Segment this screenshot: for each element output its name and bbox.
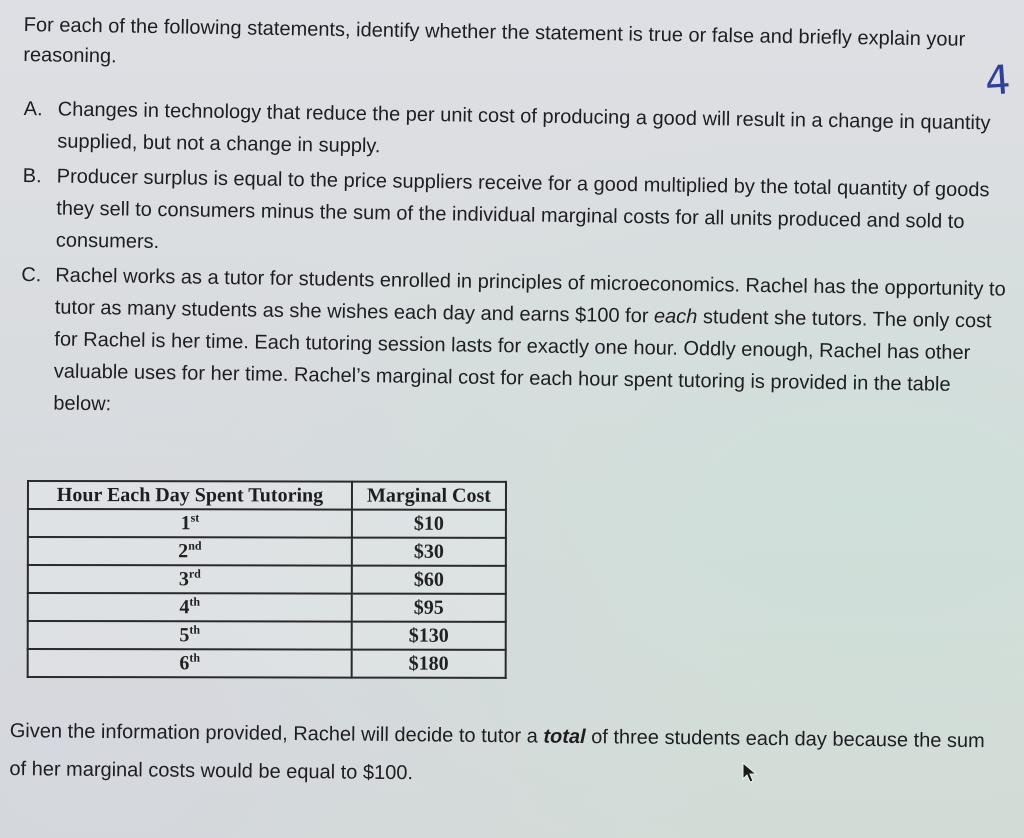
true-false-statement [9,712,990,798]
mouse-pointer-icon [742,762,758,784]
item-text: Changes in technology that reduce the per unit cost of producing a good will result in a change in quantity supplied, but not a change in supply. [57,98,991,158]
header-hour: Hour Each Day Spent Tutoring [28,481,352,510]
statement-emphasis: total [543,725,586,749]
statement-item-a [23,93,1009,172]
table-row [28,537,506,566]
item-text-before: Rachel works as a tutor for students enrolled in principles of microeconomics. Rachel has the opportunity to tutor as many students as she wishes each day and earns $100 for [54,264,1006,328]
handwritten-score: 4 [983,57,1013,105]
cost-cell: $180 [352,650,506,678]
item-letter: A. [23,97,43,121]
item-text: Producer surplus is equal to the price suppliers receive for a good multiplied by the total quantity of goods they sell to consumers minus the sum of the individual marginal costs for all units produced and sold to consumers. [55,165,990,254]
table-header-row [28,481,506,510]
statement-item-b [22,160,1008,271]
hour-cell: 1st [28,509,352,538]
cost-cell: $60 [352,566,506,594]
table-row [28,621,506,650]
item-letter: C. [21,263,42,287]
marginal-cost-table [27,480,507,679]
hour-cell: 5th [28,621,352,650]
table-row [28,649,506,678]
hour-cell: 3rd [28,565,352,594]
instructions-text: For each of the following statements, identify whether the statement is true or false and briefly explain your reasoning. [23,13,966,68]
statement-text-after: of three students each day because the sum of her marginal costs would be equal to $100. [9,726,985,785]
table-row [28,593,506,622]
header-cost: Marginal Cost [352,482,506,510]
table-row [28,509,506,538]
statement-item-c [19,259,1006,434]
hour-cell: 4th [28,593,352,622]
cost-cell: $30 [352,538,506,566]
hour-cell: 6th [28,649,352,678]
item-text-after: student she tutors. The only cost for Rachel is her time. Each tutoring session lasts for exactly one hour. Oddly enough, Rachel has other valuable uses for her time. Rachel’s marginal cost for each hour spent tutoring is provided in the table below: [53,306,992,416]
hour-cell: 2nd [28,537,352,566]
cost-cell: $10 [352,510,506,538]
cost-cell: $130 [352,622,506,650]
statement-list [19,93,1009,437]
item-text-emphasis: each [653,305,698,329]
statement-text-before: Given the information provided, Rachel will decide to tutor a [9,719,544,748]
table-row [28,565,506,594]
cost-cell: $95 [352,594,506,622]
item-letter: B. [22,164,42,188]
